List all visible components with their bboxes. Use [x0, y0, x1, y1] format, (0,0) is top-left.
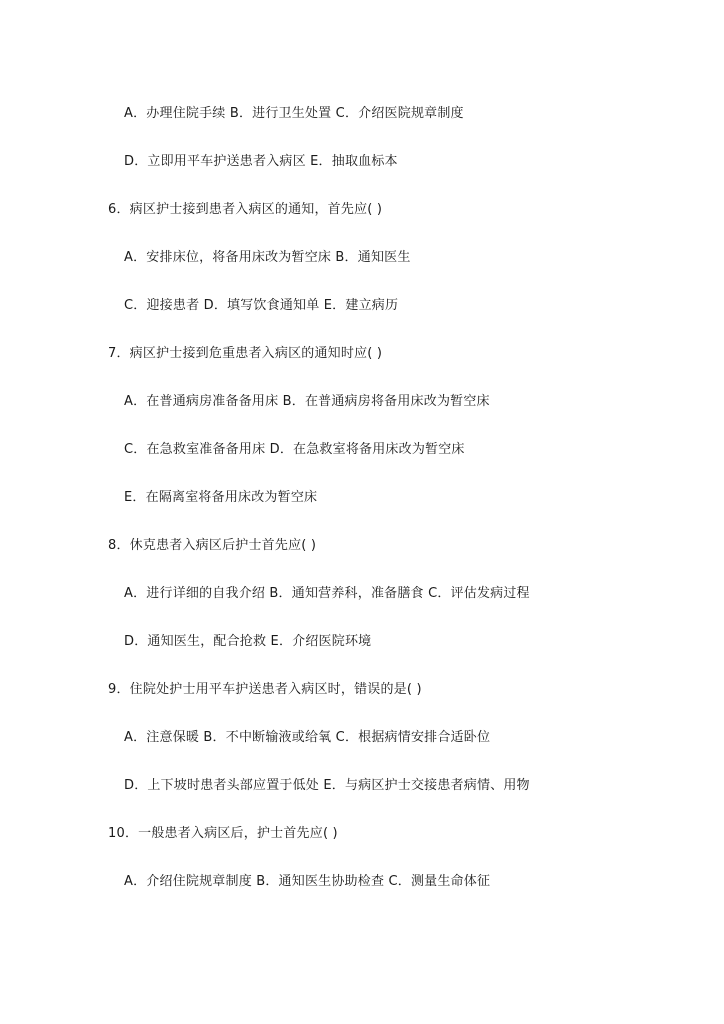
option-line: C．在急救室准备备用床 D．在急救室将备用床改为暂空床 — [124, 442, 465, 457]
question-line: 8．休克患者入病区后护士首先应( ) — [108, 538, 317, 553]
option-line: D．通知医生，配合抢救 E．介绍医院环境 — [124, 634, 372, 649]
question-line: 6．病区护士接到患者入病区的通知，首先应( ) — [108, 202, 383, 217]
option-line: C．迎接患者 D．填写饮食通知单 E．建立病历 — [124, 298, 399, 313]
option-line: A．注意保暖 B．不中断输液或给氧 C．根据病情安排合适卧位 — [124, 730, 491, 745]
option-line: D．立即用平车护送患者入病区 E．抽取血标本 — [124, 154, 398, 169]
option-line: A．进行详细的自我介绍 B．通知营养科，准备膳食 C．评估发病过程 — [124, 586, 530, 601]
question-line: 7．病区护士接到危重患者入病区的通知时应( ) — [108, 346, 383, 361]
question-line: 9．住院处护士用平车护送患者入病区时，错误的是( ) — [108, 682, 422, 697]
question-line: 10．一般患者入病区后，护士首先应( ) — [108, 826, 338, 841]
option-line: D．上下坡时患者头部应置于低处 E．与病区护士交接患者病情、用物 — [124, 778, 530, 793]
option-line: A．在普通病房准备备用床 B．在普通病房将备用床改为暂空床 — [124, 394, 490, 409]
option-line: A．安排床位，将备用床改为暂空床 B．通知医生 — [124, 250, 411, 265]
option-line: E．在隔离室将备用床改为暂空床 — [124, 490, 318, 505]
option-line: A．办理住院手续 B．进行卫生处置 C．介绍医院规章制度 — [124, 106, 464, 121]
option-line: A．介绍住院规章制度 B．通知医生协助检查 C．测量生命体征 — [124, 874, 491, 889]
